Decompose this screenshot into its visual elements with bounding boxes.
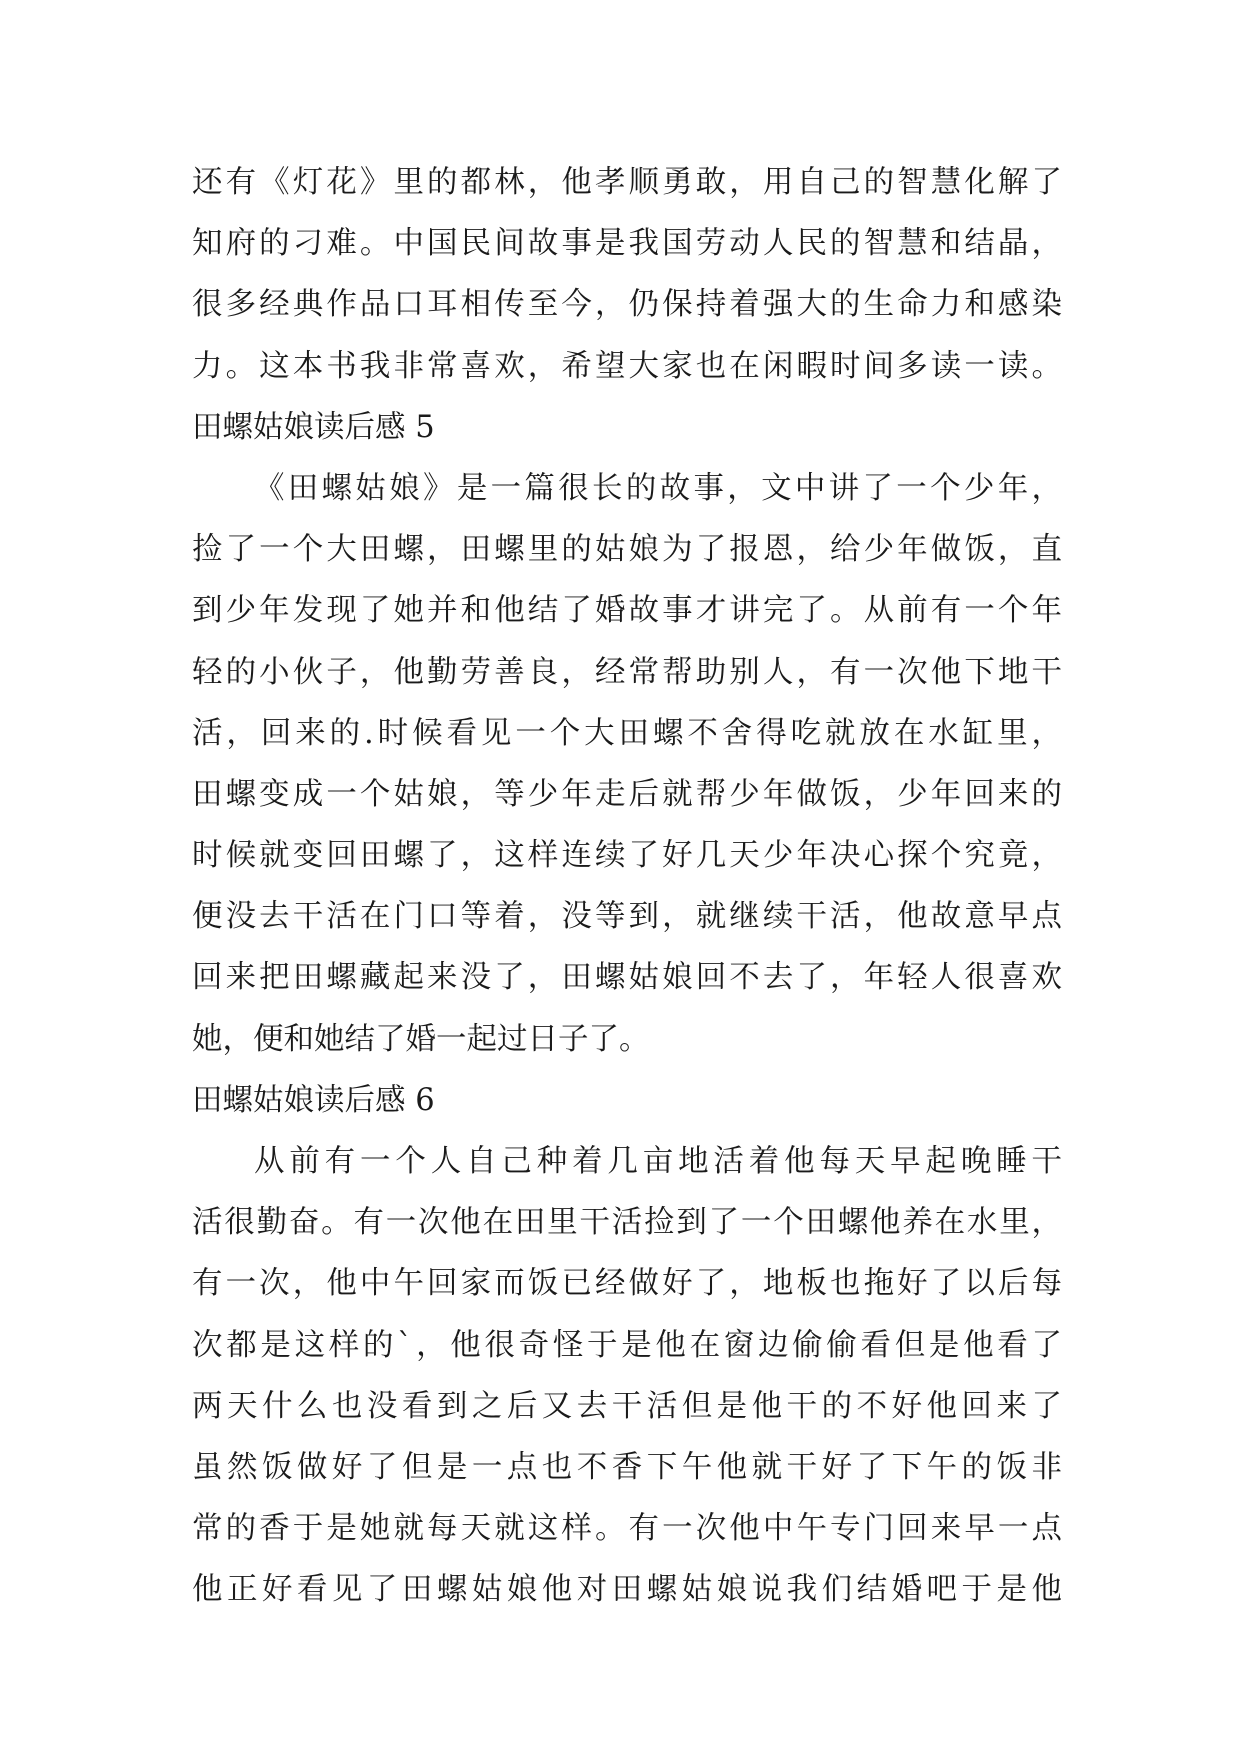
text-line: 两天什么也没看到之后又去干活但是他干的不好他回来了 [192,1388,1062,1424]
text-line: 活很勤奋。有一次他在田里干活捡到了一个田螺他养在水里， [192,1205,1062,1241]
text-line: 捡了一个大田螺，田螺里的姑娘为了报恩，给少年做饭，直 [192,532,1062,568]
text-line: 力。这本书我非常喜欢，希望大家也在闲暇时间多读一读。 [192,348,1062,384]
text-line: 从前有一个人自己种着几亩地活着他每天早起晚睡干 [254,1144,1062,1179]
text-line: 便没去干活在门口等着，没等到，就继续干活，他故意早点 [192,899,1062,935]
text-line: 他正好看见了田螺姑娘他对田螺姑娘说我们结婚吧于是他 [192,1572,1062,1608]
text-line: 虽然饭做好了但是一点也不香下午他就干好了下午的饭非 [192,1449,1062,1485]
text-line: 到少年发现了她并和他结了婚故事才讲完了。从前有一个年 [192,593,1062,629]
text-line: 田螺变成一个姑娘，等少年走后就帮少年做饭，少年回来的 [192,776,1062,812]
text-line: 回来把田螺藏起来没了，田螺姑娘回不去了，年轻人很喜欢 [192,960,1062,996]
text-line: 《田螺姑娘》是一篇很长的故事，文中讲了一个少年， [254,470,1062,506]
paragraph-section-6 [192,1131,1062,1621]
text-line: 次都是这样的`，他很奇怪于是他在窗边偷偷看但是他看了 [192,1327,1062,1363]
paragraph-continued [192,152,1062,397]
text-line: 常的香于是她就每天就这样。有一次他中午专门回来早一点 [192,1511,1062,1547]
text-line: 她，便和她结了婚一起过日子了。 [192,1021,650,1057]
document-body [192,152,1062,1621]
paragraph-section-5 [192,458,1062,1070]
text-line: 还有《灯花》里的都林，他孝顺勇敢，用自己的智慧化解了 [192,165,1062,200]
text-line: 轻的小伙子，他勤劳善良，经常帮助别人，有一次他下地干 [192,654,1062,690]
text-line: 有一次，他中午回家而饭已经做好了，地板也拖好了以后每 [192,1266,1062,1302]
text-line: 时候就变回田螺了，这样连续了好几天少年决心探个究竟， [192,838,1062,874]
text-line: 知府的刁难。中国民间故事是我国劳动人民的智慧和结晶， [192,226,1062,262]
text-line: 很多经典作品口耳相传至今，仍保持着强大的生命力和感染 [192,287,1062,323]
section-heading: 田螺姑娘读后感 6 [192,1082,435,1118]
text-line: 活，回来的.时候看见一个大田螺不舍得吃就放在水缸里， [192,715,1062,751]
section-heading: 田螺姑娘读后感 5 [192,409,435,445]
